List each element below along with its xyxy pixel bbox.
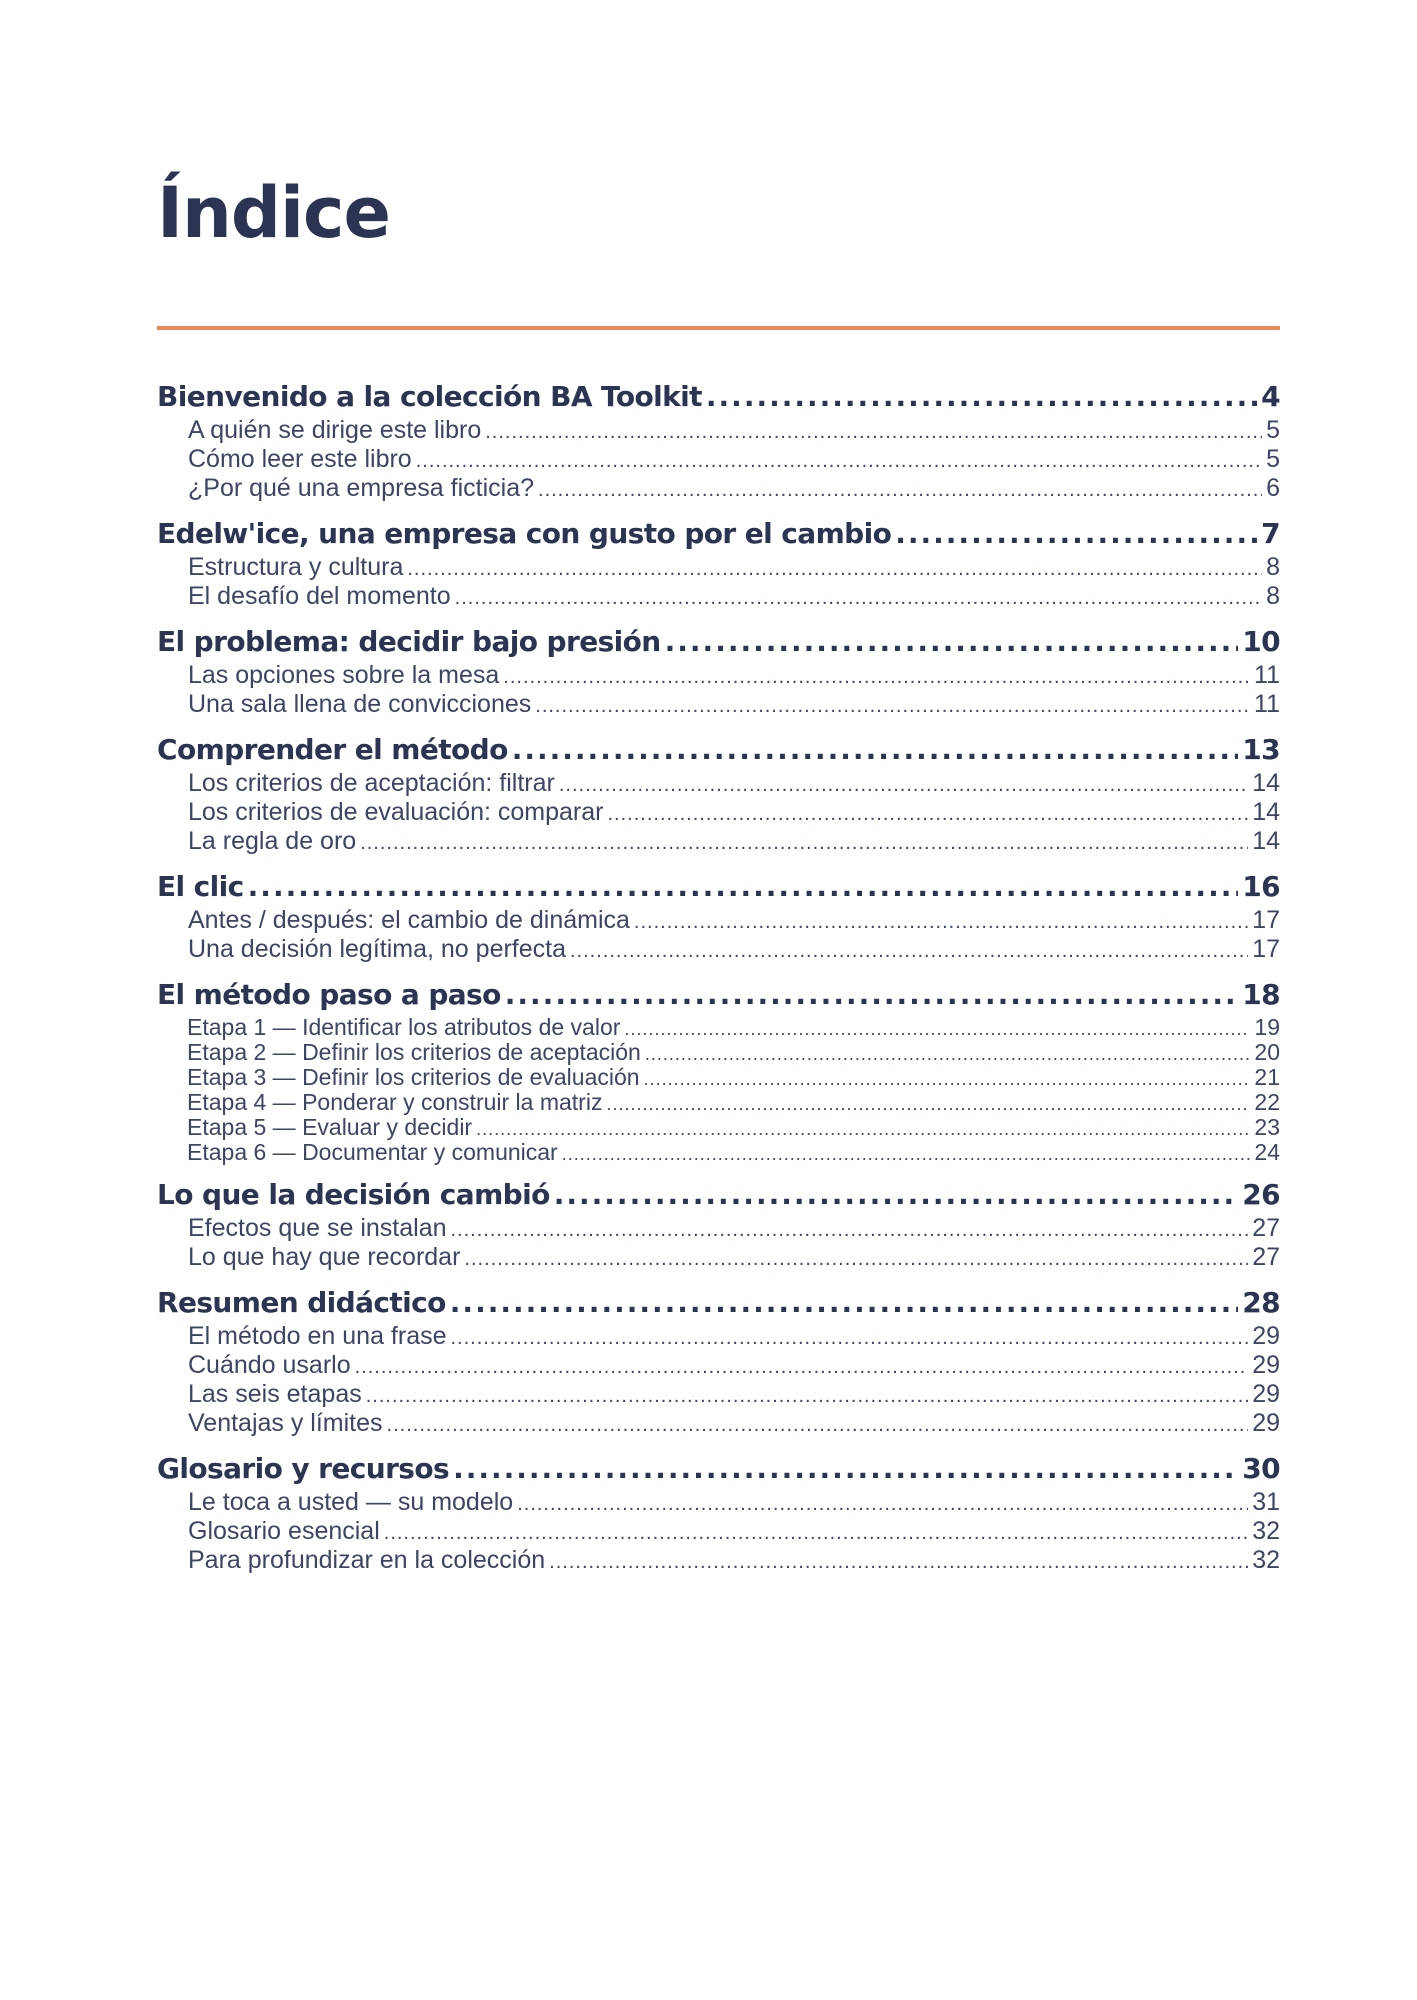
toc-page-number: 27 [1252,1243,1280,1271]
dot-leader [476,1119,1250,1140]
toc-page-number: 21 [1254,1064,1280,1090]
toc-page-number: 32 [1252,1517,1280,1545]
dot-leader [517,1493,1248,1516]
toc-page-number: 13 [1242,733,1280,766]
dot-leader [665,625,1239,658]
toc-subentry-title: Las opciones sobre la mesa [188,661,500,689]
toc-chapter-title: El clic [157,870,244,903]
toc-page-number: 19 [1254,1014,1280,1040]
toc-subentry[interactable] [157,1214,1280,1243]
toc-subentry-title: El desafío del momento [188,582,451,610]
toc-subentry-title: Cómo leer este libro [188,445,412,473]
toc-chapter-entry[interactable] [157,733,1280,769]
toc-subentry[interactable] [157,1351,1280,1380]
dot-leader [505,978,1238,1011]
toc-section [157,978,1280,1164]
toc-page-number: 11 [1254,661,1280,689]
toc-subentry-title: Una decisión legítima, no perfecta [188,935,566,963]
toc-subentry-title: Etapa 5 — Evaluar y decidir [187,1114,473,1140]
toc-subentry[interactable] [157,1409,1280,1438]
toc-chapter-entry[interactable] [157,870,1280,906]
toc-page-number: 23 [1254,1114,1280,1140]
toc-section [157,517,1280,611]
dot-leader [607,803,1248,826]
toc-subentry-title: Para profundizar en la colección [188,1546,546,1574]
toc-page-number: 4 [1261,380,1280,413]
toc-section [157,870,1280,964]
toc-subentry-title: Cuándo usarlo [188,1351,351,1379]
toc-subentry[interactable] [157,582,1280,611]
dot-leader [644,1069,1251,1090]
toc-page-number: 17 [1252,935,1280,963]
toc-section [157,1286,1280,1438]
toc-page-number: 28 [1242,1286,1280,1319]
toc-page-number: 32 [1252,1546,1280,1574]
toc-page-number: 14 [1252,827,1280,855]
toc-chapter-entry[interactable] [157,1286,1280,1322]
dot-leader [503,666,1250,689]
toc-page-number: 14 [1252,769,1280,797]
toc-subentry[interactable] [157,416,1280,445]
toc-section [157,733,1280,856]
toc-subentry[interactable] [157,690,1280,719]
dot-leader [549,1551,1248,1574]
toc-page-number: 17 [1252,906,1280,934]
toc-subentry-title: Lo que hay que recordar [188,1243,461,1271]
dot-leader [535,695,1250,718]
toc-chapter-entry[interactable] [157,517,1280,553]
toc-subentry[interactable] [157,798,1280,827]
dot-leader [645,1044,1251,1065]
toc-subentry-title: Los criterios de aceptación: filtrar [188,769,555,797]
dot-leader [512,733,1239,766]
toc-subentry[interactable] [157,1546,1280,1575]
toc-subentry-title: ¿Por qué una empresa ficticia? [188,474,535,502]
toc-subentry-title: Las seis etapas [188,1380,362,1408]
dot-leader [706,380,1257,413]
toc-page-number: 11 [1254,690,1280,718]
toc-page-number: 10 [1242,625,1280,658]
dot-leader [407,558,1262,581]
dot-leader [634,911,1248,934]
toc-subentry[interactable] [157,445,1280,474]
toc-chapter-title: El método paso a paso [157,978,501,1011]
toc-chapter-entry[interactable] [157,978,1280,1014]
toc-subentry-title: Ventajas y límites [188,1409,383,1437]
toc-subentry[interactable] [157,661,1280,690]
toc-page-number: 6 [1266,474,1280,502]
toc-page-number: 22 [1254,1089,1280,1115]
toc-subentry[interactable] [157,553,1280,582]
toc-page-number: 29 [1252,1322,1280,1350]
toc-page-number: 8 [1266,553,1280,581]
toc-chapter-title: Edelw'ice, una empresa con gusto por el cambio [157,517,892,550]
toc-subentry[interactable] [157,1380,1280,1409]
dot-leader [366,1385,1248,1408]
toc-subentry-title: Una sala llena de convicciones [188,690,532,718]
toc-subentry-title: Los criterios de evaluación: comparar [188,798,604,826]
dot-leader [416,450,1262,473]
toc-page-number: 16 [1242,870,1280,903]
dot-leader [455,587,1262,610]
toc-chapter-title: Bienvenido a la colección BA Toolkit [157,380,702,413]
toc-page-number: 29 [1252,1409,1280,1437]
toc-section [157,1452,1280,1575]
toc-chapter-entry[interactable] [157,1178,1280,1214]
toc-subentry[interactable] [157,1139,1280,1164]
toc-subentry[interactable] [157,769,1280,798]
toc-subentry-title: El método en una frase [188,1322,447,1350]
toc-subentry[interactable] [157,1064,1280,1089]
toc-page-number: 14 [1252,798,1280,826]
dot-leader [895,517,1257,550]
dot-leader [450,1286,1238,1319]
title-divider [157,326,1280,330]
dot-leader [451,1327,1249,1350]
dot-leader [360,832,1248,855]
toc-subentry-title: Glosario esencial [188,1517,380,1545]
dot-leader [248,870,1239,903]
toc-chapter-title: Lo que la decisión cambió [157,1178,550,1211]
toc-chapter-title: Glosario y recursos [157,1452,450,1485]
toc-page-number: 31 [1252,1488,1280,1516]
toc-subentry[interactable] [157,1089,1280,1114]
toc-chapter-entry[interactable] [157,625,1280,661]
toc-subentry[interactable] [157,1243,1280,1272]
page-title: Índice [157,172,390,254]
toc-subentry-title: Etapa 4 — Ponderar y construir la matriz [187,1089,603,1115]
dot-leader [384,1522,1248,1545]
dot-leader [606,1094,1250,1115]
toc-page-number: 29 [1252,1351,1280,1379]
toc-subentry[interactable] [157,1114,1280,1139]
dot-leader [485,421,1262,444]
toc-chapter-title: El problema: decidir bajo presión [157,625,661,658]
toc-page-number: 30 [1242,1452,1280,1485]
toc-subentry[interactable] [157,474,1280,503]
table-of-contents [157,380,1280,1589]
toc-chapter-entry[interactable] [157,380,1280,416]
dot-leader [570,940,1248,963]
toc-subentry-title: Etapa 6 — Documentar y comunicar [187,1139,558,1165]
toc-page-number: 18 [1242,978,1280,1011]
toc-subentry-title: Etapa 2 — Definir los criterios de aceptación [187,1039,641,1065]
toc-subentry[interactable] [157,935,1280,964]
toc-section [157,625,1280,719]
toc-subentry-title: Estructura y cultura [188,553,404,581]
toc-subentry-title: Etapa 3 — Definir los criterios de evaluación [187,1064,640,1090]
dot-leader [464,1248,1248,1271]
toc-subentry[interactable] [157,1014,1280,1039]
dot-leader [387,1414,1249,1437]
toc-subentry-title: A quién se dirige este libro [188,416,482,444]
dot-leader [562,1144,1251,1165]
toc-chapter-title: Comprender el método [157,733,508,766]
toc-subentry[interactable] [157,1322,1280,1351]
toc-chapter-entry[interactable] [157,1452,1280,1488]
toc-page-number: 24 [1254,1139,1280,1165]
toc-page-number: 27 [1252,1214,1280,1242]
toc-page-number: 26 [1242,1178,1280,1211]
toc-page-number: 7 [1261,517,1280,550]
toc-section [157,380,1280,503]
toc-chapter-title: Resumen didáctico [157,1286,446,1319]
dot-leader [451,1219,1249,1242]
dot-leader [624,1019,1250,1040]
dot-leader [355,1356,1249,1379]
toc-page-number: 29 [1252,1380,1280,1408]
dot-leader [559,774,1248,797]
toc-page-number: 5 [1266,416,1280,444]
toc-subentry[interactable] [157,906,1280,935]
toc-page-number: 20 [1254,1039,1280,1065]
toc-subentry[interactable] [157,1039,1280,1064]
toc-section [157,1178,1280,1272]
toc-subentry[interactable] [157,1488,1280,1517]
dot-leader [538,479,1262,502]
dot-leader [453,1452,1238,1485]
toc-subentry[interactable] [157,827,1280,856]
toc-subentry[interactable] [157,1517,1280,1546]
toc-subentry-title: Le toca a usted — su modelo [188,1488,514,1516]
toc-subentry-title: Etapa 1 — Identificar los atributos de valor [187,1014,621,1040]
dot-leader [554,1178,1238,1211]
toc-subentry-title: La regla de oro [188,827,357,855]
toc-subentry-title: Efectos que se instalan [188,1214,447,1242]
toc-subentry-title: Antes / después: el cambio de dinámica [188,906,630,934]
toc-page-number: 5 [1266,445,1280,473]
toc-page-number: 8 [1266,582,1280,610]
